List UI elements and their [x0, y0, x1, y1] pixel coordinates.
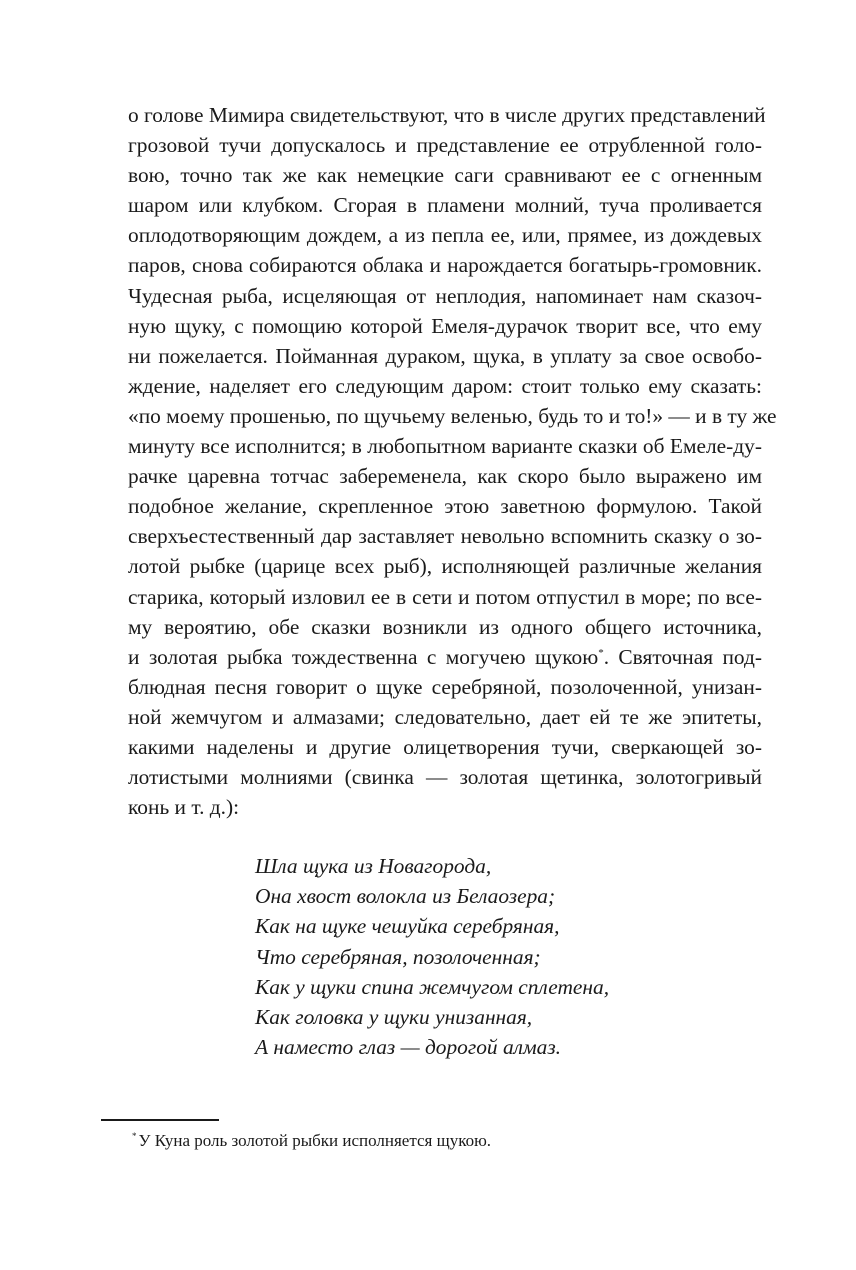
text-line: му вероятию, обе сказки возникли из одного общего источника, — [128, 614, 762, 639]
text-line: вою, точно так же как немецкие саги сравнивают ее с огненным — [128, 163, 762, 188]
footnote-reference[interactable]: * — [598, 646, 604, 659]
text-line: о голове Мимира свидетельствуют, что в числе других представлений — [128, 103, 766, 127]
text-line: паров, снова собираются облака и нарождается богатырь-громовник. — [128, 253, 762, 278]
poem-line: Как у щуки спина жемчугом сплетена, — [255, 974, 610, 999]
text-line: старика, который изловил ее в сети и потом отпустил в море; по все- — [128, 584, 762, 609]
text-line-with-note — [128, 642, 762, 672]
poem-line: Шла щука из Новагорода, — [255, 854, 492, 878]
poem-line: Что серебряная, позолоченная; — [255, 944, 541, 969]
note-line-before: и золотая рыбка тождественна с могучею щукою — [128, 644, 599, 669]
text-line: сверхъестественный дар заставляет невольно вспомнить сказку о зо- — [128, 524, 762, 549]
text-line: ной жемчугом и алмазами; следовательно, дает ей те же эпитеты, — [128, 704, 762, 729]
text-line: Чудесная рыба, исцеляющая от неплодия, напоминает нам сказоч- — [128, 283, 762, 308]
text-line: ни пожелается. Пойманная дураком, щука, в уплату за свое освобо- — [128, 343, 762, 368]
text-line: рачке царевна тотчас забеременела, как скоро было выражено им — [128, 464, 762, 489]
poem-line: Как головка у щуки унизанная, — [255, 1004, 533, 1029]
text-line: подобное желание, скрепленное этою заветною формулою. Такой — [128, 494, 762, 519]
footnote-marker: * — [132, 1131, 137, 1142]
text-line: конь и т. д.): — [128, 795, 240, 820]
text-line: минуту все исполнится; в любопытном варианте сказки об Емеле-ду- — [128, 434, 762, 459]
text-line: шаром или клубком. Сгорая в пламени молний, туча проливается — [128, 193, 762, 218]
text-line: лотой рыбке (царице всех рыб), исполняющей различные желания — [128, 554, 762, 579]
footnote-text: У Куна роль золотой рыбки исполняется щукою. — [138, 1131, 492, 1150]
text-line: «по моему прошенью, по щучьему веленью, будь то и то!» — и в ту же — [128, 403, 777, 428]
footnote-divider — [101, 1119, 219, 1121]
poem-line: А наместо глаз — дорогой алмаз. — [255, 1035, 562, 1060]
poem-line: Она хвост волокла из Белаозера; — [255, 884, 556, 909]
text-line: ную щуку, с помощию которой Емеля-дурачок творит все, что ему — [128, 313, 762, 338]
footnote — [132, 1130, 491, 1152]
text-line: оплодотворяющим дождем, а из пепла ее, или, прямее, из дождевых — [128, 223, 762, 248]
text-line: лотистыми молниями (свинка — золотая щетинка, золотогривый — [128, 765, 762, 790]
text-line: блюдная песня говорит о щуке серебряной, позолоченной, унизан- — [128, 674, 762, 699]
note-line-after: . Святочная под- — [603, 644, 762, 669]
poem-line: Как на щуке чешуйка серебряная, — [255, 914, 560, 939]
text-line: какими наделены и другие олицетворения тучи, сверкающей зо- — [128, 734, 762, 759]
main-paragraph — [128, 100, 777, 822]
poem-quote — [255, 851, 609, 1062]
text-line: грозовой тучи допускалось и представление ее отрубленной голо- — [128, 133, 762, 158]
text-line: ждение, наделяет его следующим даром: стоит только ему сказать: — [128, 373, 762, 398]
